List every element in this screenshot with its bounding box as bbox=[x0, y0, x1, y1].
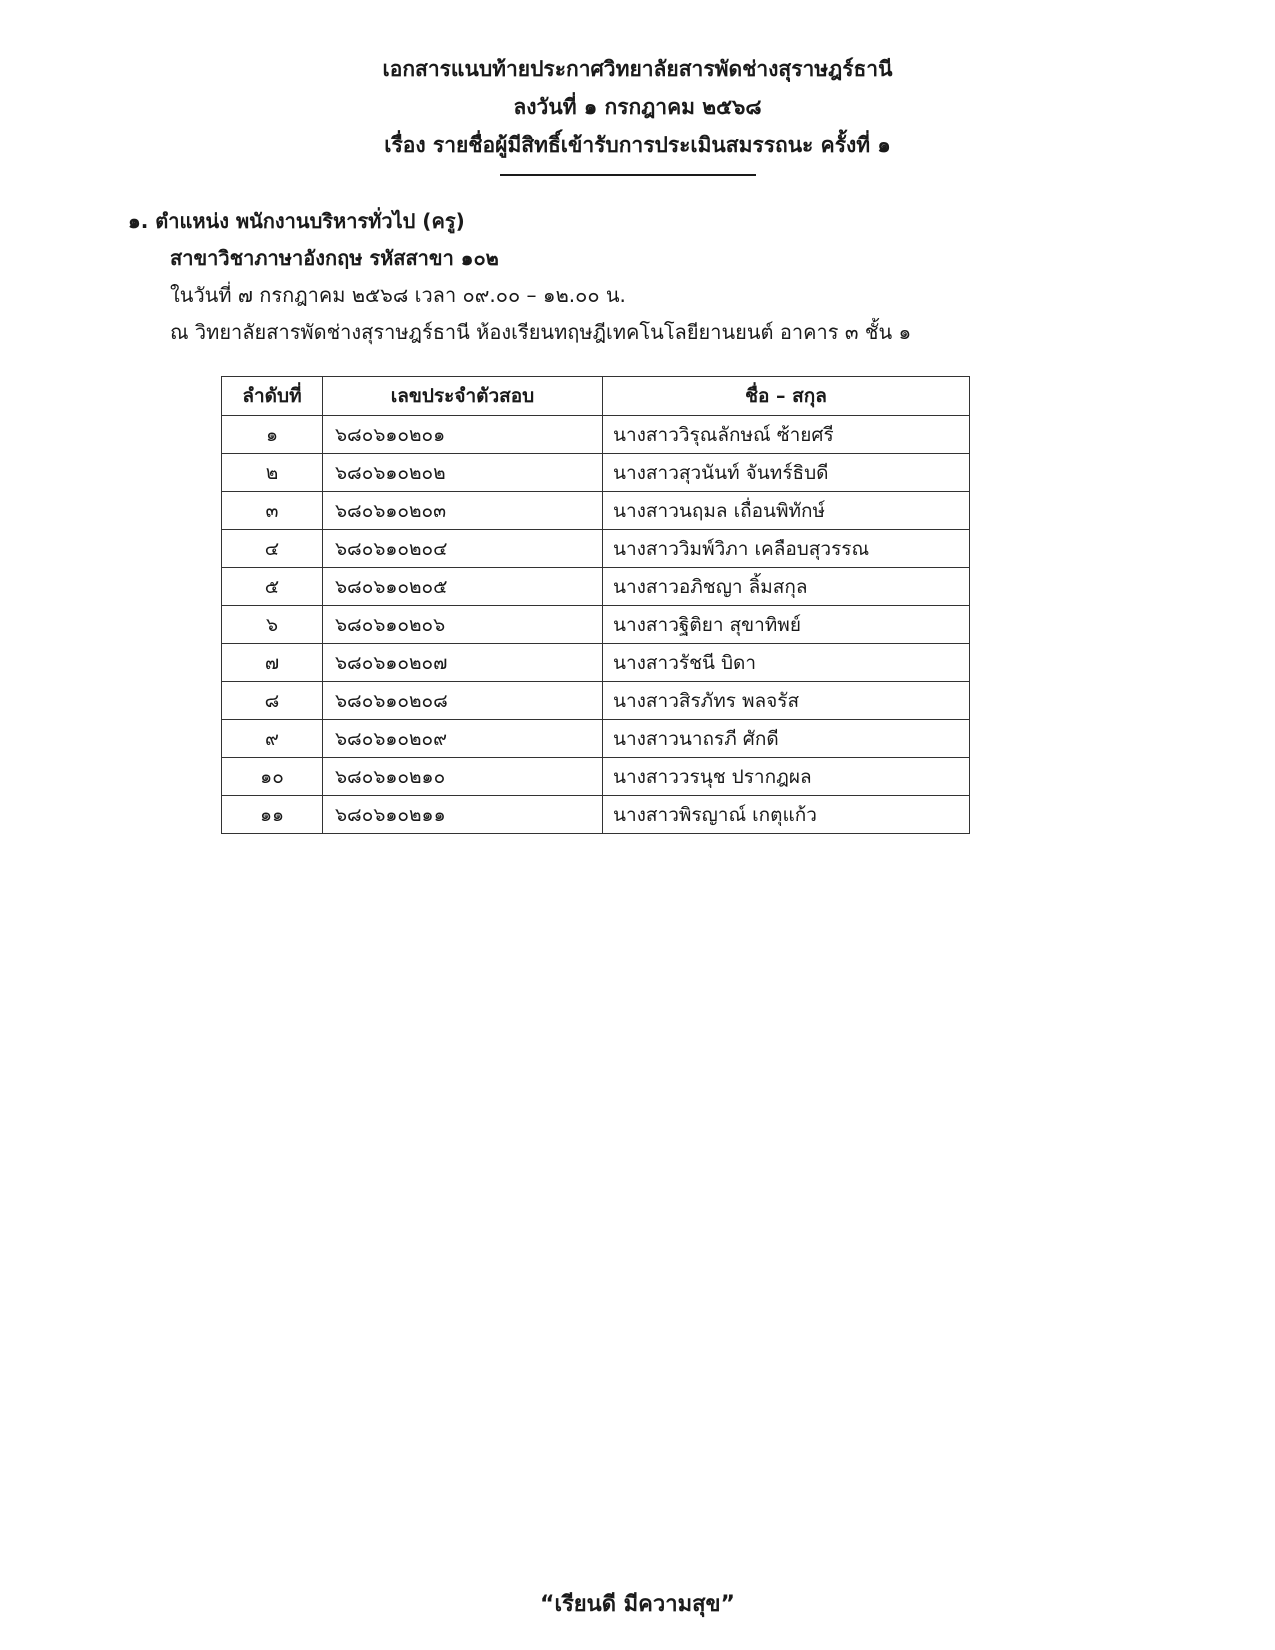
table-row bbox=[222, 720, 970, 758]
table-row bbox=[222, 606, 970, 644]
cell-exam-id: ๖๘๐๖๑๐๒๐๗ bbox=[323, 644, 603, 682]
footer-motto: “เรียนดี มีความสุข” bbox=[539, 1592, 736, 1617]
column-header-name: ชื่อ – สกุล bbox=[603, 377, 970, 416]
document-header bbox=[0, 50, 1275, 164]
cell-seq: ๙ bbox=[222, 720, 323, 758]
position-section bbox=[128, 203, 1178, 351]
cell-exam-id: ๖๘๐๖๑๐๒๐๒ bbox=[323, 454, 603, 492]
table-row bbox=[222, 682, 970, 720]
cell-exam-id: ๖๘๐๖๑๐๒๐๙ bbox=[323, 720, 603, 758]
cell-name: นางสาวพิรญาณ์ เกตุแก้ว bbox=[603, 796, 970, 834]
table-row bbox=[222, 454, 970, 492]
table-header-row bbox=[222, 377, 970, 416]
cell-seq: ๔ bbox=[222, 530, 323, 568]
table-row bbox=[222, 644, 970, 682]
cell-seq: ๖ bbox=[222, 606, 323, 644]
cell-exam-id: ๖๘๐๖๑๐๒๐๔ bbox=[323, 530, 603, 568]
cell-name: นางสาวนาถรภี ศักดี bbox=[603, 720, 970, 758]
cell-seq: ๘ bbox=[222, 682, 323, 720]
table-row bbox=[222, 530, 970, 568]
cell-name: นางสาวสิรภัทร พลจรัส bbox=[603, 682, 970, 720]
exam-datetime: ในวันที่ ๗ กรกฎาคม ๒๕๖๘ เวลา ๐๙.๐๐ – ๑๒.๐๐ น. bbox=[170, 283, 626, 307]
cell-seq: ๑๑ bbox=[222, 796, 323, 834]
table-row bbox=[222, 796, 970, 834]
header-subject: เรื่อง รายชื่อผู้มีสิทธิ์เข้ารับการประเมินสมรรถนะ ครั้งที่ ๑ bbox=[384, 133, 891, 157]
cell-exam-id: ๖๘๐๖๑๐๒๑๐ bbox=[323, 758, 603, 796]
cell-exam-id: ๖๘๐๖๑๐๒๐๖ bbox=[323, 606, 603, 644]
cell-name: นางสาวฐิติยา สุขาทิพย์ bbox=[603, 606, 970, 644]
column-header-exam-id: เลขประจำตัวสอบ bbox=[323, 377, 603, 416]
header-title: เอกสารแนบท้ายประกาศวิทยาลัยสารพัดช่างสุราษฎร์ธานี bbox=[382, 57, 893, 81]
cell-name: นางสาววิรุณลักษณ์ ซ้ายศรี bbox=[603, 416, 970, 454]
table-row bbox=[222, 568, 970, 606]
cell-exam-id: ๖๘๐๖๑๐๒๐๓ bbox=[323, 492, 603, 530]
cell-name: นางสาวอภิชญา ลิ้มสกุล bbox=[603, 568, 970, 606]
exam-venue: ณ วิทยาลัยสารพัดช่างสุราษฎร์ธานี ห้องเรียนทฤษฎีเทคโนโลยียานยนต์ อาคาร ๓ ชั้น ๑ bbox=[170, 320, 912, 344]
cell-exam-id: ๖๘๐๖๑๐๒๐๘ bbox=[323, 682, 603, 720]
cell-exam-id: ๖๘๐๖๑๐๒๑๑ bbox=[323, 796, 603, 834]
table-row bbox=[222, 416, 970, 454]
candidate-table bbox=[221, 376, 970, 834]
cell-name: นางสาววิมพ์วิภา เคลือบสุวรรณ bbox=[603, 530, 970, 568]
cell-seq: ๑๐ bbox=[222, 758, 323, 796]
header-date: ลงวันที่ ๑ กรกฎาคม ๒๕๖๘ bbox=[513, 95, 762, 119]
cell-name: นางสาวนฤมล เถื่อนพิทักษ์ bbox=[603, 492, 970, 530]
cell-seq: ๑ bbox=[222, 416, 323, 454]
cell-exam-id: ๖๘๐๖๑๐๒๐๑ bbox=[323, 416, 603, 454]
header-divider bbox=[500, 174, 756, 176]
cell-seq: ๗ bbox=[222, 644, 323, 682]
branch-title: สาขาวิชาภาษาอังกฤษ รหัสสาขา ๑๐๒ bbox=[170, 246, 499, 270]
column-header-seq: ลำดับที่ bbox=[222, 377, 323, 416]
cell-seq: ๒ bbox=[222, 454, 323, 492]
cell-name: นางสาวรัชนี บิดา bbox=[603, 644, 970, 682]
cell-seq: ๕ bbox=[222, 568, 323, 606]
position-title: ๑. ตำแหน่ง พนักงานบริหารทั่วไป (ครู) bbox=[128, 209, 465, 233]
table-row bbox=[222, 492, 970, 530]
cell-name: นางสาวสุวนันท์ จันทร์ธิบดี bbox=[603, 454, 970, 492]
table-row bbox=[222, 758, 970, 796]
cell-seq: ๓ bbox=[222, 492, 323, 530]
cell-exam-id: ๖๘๐๖๑๐๒๐๕ bbox=[323, 568, 603, 606]
cell-name: นางสาววรนุช ปรากฎผล bbox=[603, 758, 970, 796]
